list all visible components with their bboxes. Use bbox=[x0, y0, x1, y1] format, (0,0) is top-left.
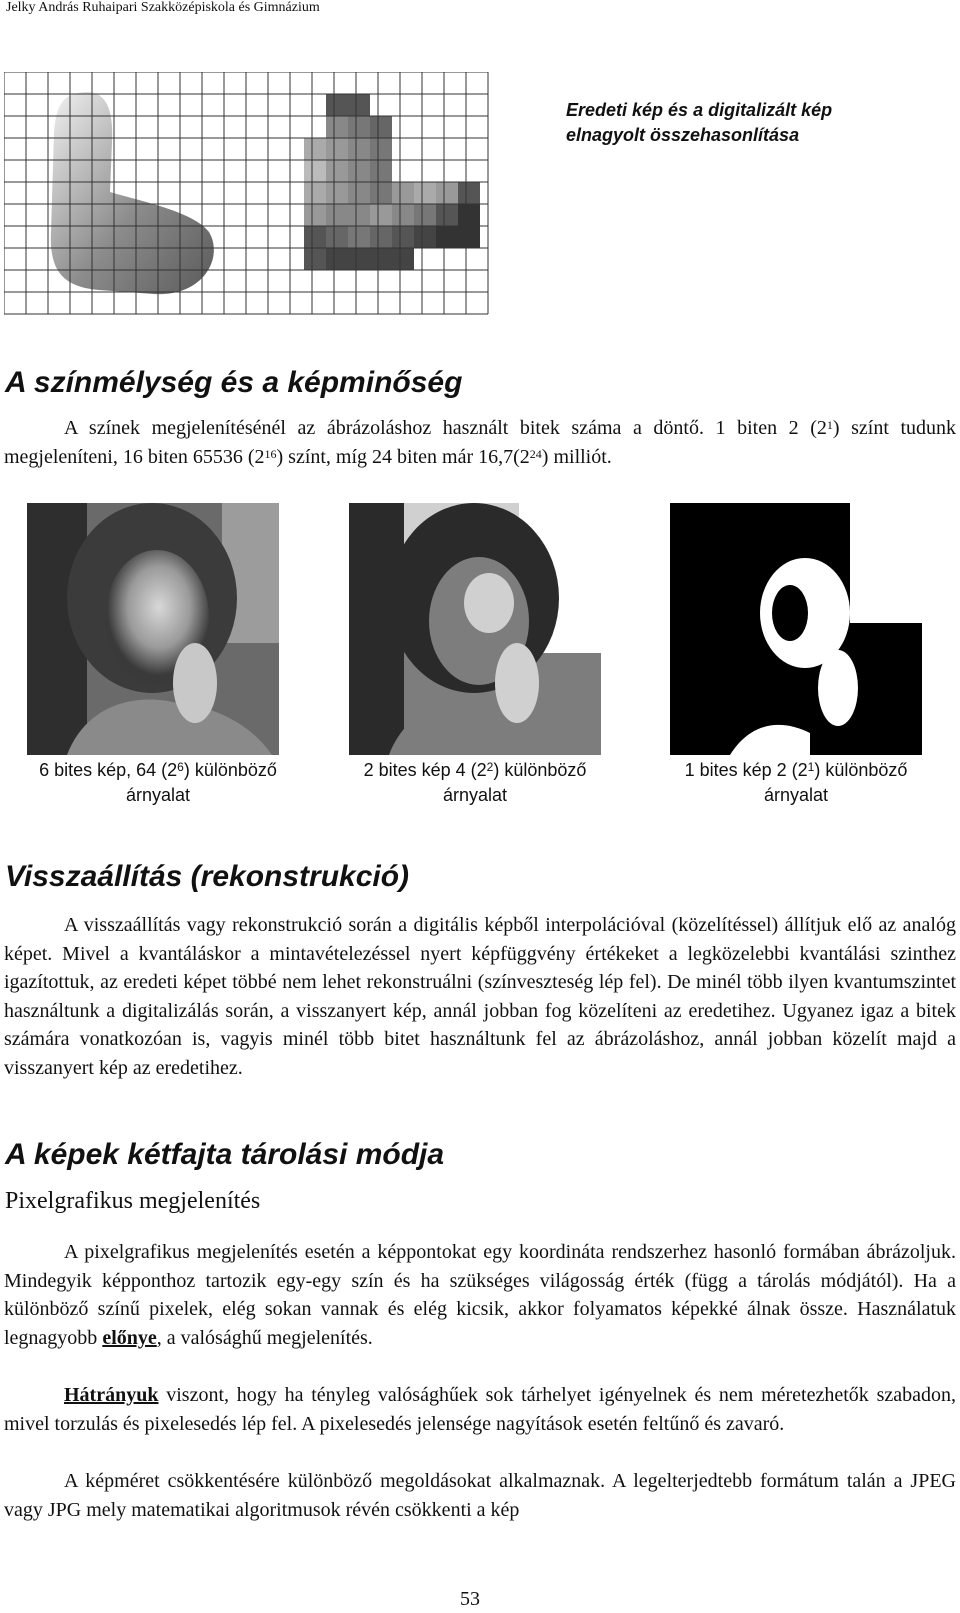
raster-paragraph-1: A pixelgrafikus megjelenítés esetén a képpontokat egy koordináta rendszerhez hasonló formában ábrázoljuk. Mindegyik képponthoz tartozik egy-egy szín és ha szükséges világosság érték (függ a tárolás módjától). Ha a különböző színű pixelek, elég sokan vannak és elég kicsik, akkor folyamatos képekké álnak össze. Használatuk legnagyobb előnye, a valósághű megjelenítés. bbox=[4, 1241, 956, 1349]
photo-caption-6bit: 6 bites kép, 64 $(2^6)$ különböző árnyalat bbox=[39, 760, 277, 805]
original-shape bbox=[51, 92, 214, 294]
heading-storage-modes: A képek kétfajta tárolási módja bbox=[5, 1138, 445, 1171]
caption-line-1: Eredeti kép és a digitalizált kép bbox=[566, 100, 833, 120]
heading-reconstruction: Visszaállítás (rekonstrukció) bbox=[5, 860, 410, 893]
photo-2bit bbox=[349, 503, 601, 755]
caption-line-2: elnagyolt összehasonlítása bbox=[566, 125, 800, 145]
photo-1bit bbox=[670, 503, 922, 755]
reconstruction-paragraph: A visszaállítás vagy rekonstrukció során a digitális képből interpolációval (közelítéssel) állítjuk elő az analóg képet. Mivel a kvantáláskor a mintavételezéssel nyert képfüggvény értékeket a legközelebbi kvantálási szinthez igazítottuk, az eredeti képet többé nem lehet rekonstruálni (színveszteség lép fel). De minél több ilyen kvantumszintet használtunk a digitalizálás során, a visszanyert kép, annál jobban fog közelíteni az eredetihez. Ugyanez igaz a bitek számára vonatkozóan is, vagyis minél több bitet használtunk fel az ábrázoláshoz, annál jobban közelít majd a visszanyert kép az eredetihez. bbox=[4, 914, 956, 1079]
photo-caption-2bit: 2 bites kép 4 $(2^2)$ különböző árnyalat bbox=[363, 760, 587, 805]
photo-caption-1bit: 1 bites kép 2 $(2^1)$ különböző árnyalat bbox=[684, 760, 908, 805]
heading-color-depth: A színmélység és a képminőség bbox=[5, 366, 463, 399]
subheading-raster: Pixelgrafikus megjelenítés bbox=[5, 1188, 261, 1214]
grid-figure-caption bbox=[566, 98, 832, 148]
digitized-grid-figure bbox=[4, 72, 501, 320]
page-number: 53 bbox=[460, 1588, 480, 1610]
raster-paragraph-3: A képméret csökkentésére különböző megoldásokat alkalmaznak. A legelterjedtebb formátum talán a JPEG vagy JPG mely matematikai algoritmusok révén csökkenti a kép bbox=[4, 1470, 956, 1521]
photo-6bit bbox=[27, 503, 279, 755]
school-header: Jelky András Ruhaipari Szakközépiskola és Gimnázium bbox=[6, 0, 320, 15]
color-depth-paragraph: A színek megjelenítésénél az ábrázoláshoz használt bitek száma a döntő. 1 biten 2 $(2^1)$ színt tudunk megjeleníteni, 16 biten 65536 $(2^{16})$ színt, míg 24 biten már $16,7(2^{24})$ milliót. bbox=[4, 417, 956, 468]
raster-paragraph-2: Hátrányuk viszont, hogy ha tényleg valósághűek sok tárhelyet igényelnek és nem méretezhetők szabadon, mivel torzulás és pixelesedés lép fel. A pixelesedés jelensége nagyítások esetén feltűnő és zavaró. bbox=[4, 1384, 956, 1435]
